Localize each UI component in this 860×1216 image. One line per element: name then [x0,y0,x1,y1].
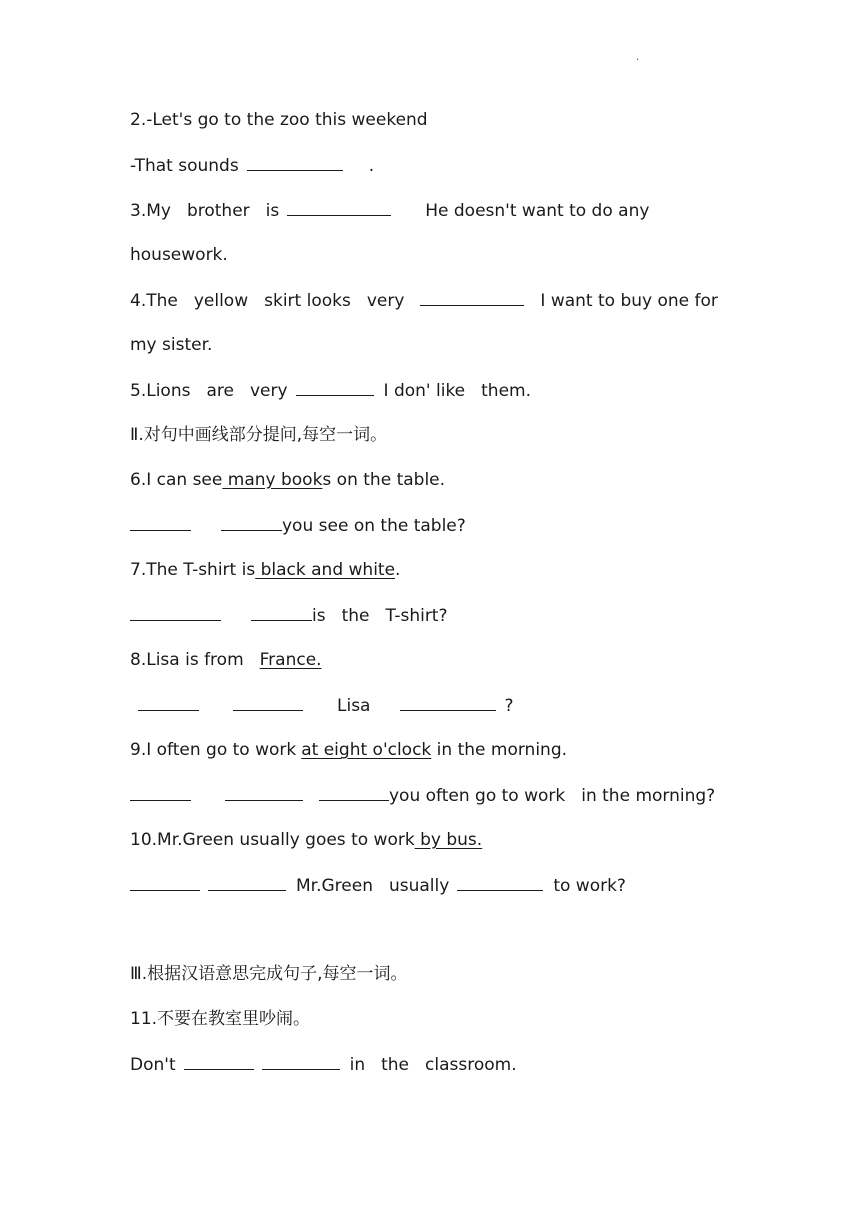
q6-text-a: 6.I can see [130,470,223,490]
q11-blank-2[interactable] [262,1053,340,1070]
q9-text-b: in the morning. [431,740,568,760]
q11-prompt: 11.不要在教室里吵闹。 [130,1009,311,1029]
q4-text-a: 4.The [130,291,178,311]
q5-text-a: 5.Lions [130,381,191,401]
page-mark: . [636,52,640,63]
q10-line2 [130,874,626,897]
q10-line1 [130,829,482,851]
q4-text-e: I want to buy one for [540,291,718,311]
q7-line1 [130,559,400,581]
q6-line1 [130,469,445,491]
q11-text-e: classroom. [425,1055,517,1075]
q8-line2 [130,694,514,717]
q2-line2 [130,154,374,177]
section-2-title: Ⅱ.对句中画线部分提问,每空一词。 [130,425,388,445]
q2-line1 [130,109,428,131]
q11-line2 [130,1053,517,1076]
q8-text-c: Lisa [337,696,371,716]
q4-blank[interactable] [420,289,524,306]
q9-text-c: you often go to work [389,786,566,806]
q10-text-c: Mr.Green [296,876,373,896]
q8-blank-1[interactable] [138,694,199,711]
q6-text-b: s on the table. [322,470,446,490]
q10-text-a: 10.Mr.Green usually goes to work [130,830,415,850]
q10-blank-2[interactable] [208,874,286,891]
q7-underlined: black and white [255,560,396,580]
q8-blank-3[interactable] [400,694,496,711]
q4-text-b: yellow [193,291,249,311]
q7-blank-2[interactable] [251,604,312,621]
q2-reply: -That sounds [130,156,239,176]
q7-text-a: 7.The T-shirt is [130,560,256,580]
q6-blank-1[interactable] [130,514,191,531]
q2-period: . [368,156,375,176]
q7-blank-1[interactable] [130,604,221,621]
q10-text-e: to work? [553,876,626,896]
q11-text-b: Don't [130,1055,176,1075]
q6-text-c: you see on the table? [282,516,466,536]
q3-line1 [130,199,649,222]
q9-line1 [130,739,567,761]
q6-line2 [130,514,466,537]
q6-blank-2[interactable] [221,514,282,531]
q11-blank-1[interactable] [184,1053,254,1070]
q7-line2 [130,604,448,627]
q9-line2 [130,784,715,807]
q4-text-f: my sister. [130,335,213,355]
section-3-title: Ⅲ.根据汉语意思完成句子,每空一词。 [130,964,408,984]
q7-text-d: the [341,606,370,626]
q6-underlined: many book [222,470,323,490]
q10-text-d: usually [388,876,450,896]
q8-underlined: France. [259,650,322,670]
section-2-heading [130,424,387,446]
q10-underlined: by bus. [414,830,483,850]
q7-text-c: is [312,606,326,626]
q10-blank-1[interactable] [130,874,200,891]
q9-blank-1[interactable] [130,784,191,801]
q9-blank-3[interactable] [319,784,389,801]
q8-text-a: 8.Lisa is from [130,650,244,670]
q5-text-b: are [206,381,234,401]
q5-text-e: them. [481,381,532,401]
q5-line [130,379,531,402]
q8-blank-2[interactable] [233,694,303,711]
q2-prompt: 2.-Let's go to the zoo this weekend [130,110,428,130]
q4-line2 [130,334,212,356]
q10-blank-3[interactable] [457,874,543,891]
q9-text-d: in the morning? [581,786,716,806]
q7-text-b: . [395,560,401,580]
q3-text-a: 3.My [130,201,171,221]
section-3-heading [130,963,408,985]
q3-blank[interactable] [287,199,391,216]
q7-text-e: T-shirt? [385,606,448,626]
q9-text-a: 9.I often go to work [130,740,297,760]
q3-text-d: He doesn't want to do any [425,201,650,221]
q3-text-c: is [265,201,280,221]
q9-blank-2[interactable] [225,784,303,801]
q3-line2 [130,244,228,266]
q5-blank[interactable] [296,379,374,396]
q11-text-d: the [381,1055,410,1075]
q9-underlined: at eight o'clock [301,740,432,760]
q8-line1 [130,649,322,671]
q11-text-c: in [349,1055,366,1075]
q4-text-c: skirt looks [264,291,351,311]
q5-text-c: very [249,381,288,401]
q4-line1 [130,289,718,312]
q8-text-d: ? [504,696,514,716]
q5-text-d: I don' like [383,381,466,401]
q3-text-e: housework. [130,245,228,265]
q3-text-b: brother [186,201,250,221]
q4-text-d: very [366,291,405,311]
q2-blank[interactable] [247,154,343,171]
q11-line1 [130,1008,310,1030]
